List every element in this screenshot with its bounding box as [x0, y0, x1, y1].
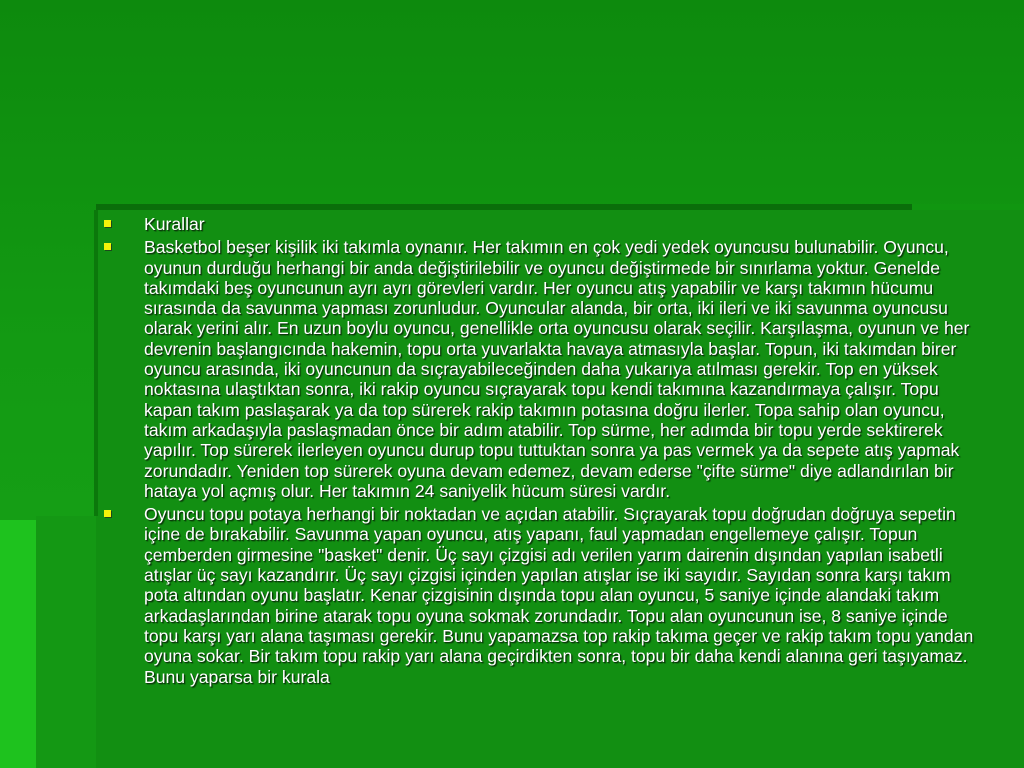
bullet-list [104, 214, 984, 687]
decorative-left-band [0, 520, 36, 768]
decorative-panel-edge [94, 210, 98, 516]
slide-content [104, 214, 984, 690]
bullet-text: Basketbol beşer kişilik iki takımla oynanır. Her takımın en çok yedi yedek oyuncusu bulunabilir. Oyuncu, oyunun durduğu herhangi bir anda değiştirilebilir ve oyuncu değiştirmede bir sınırlama yoktur. Genelde takımdaki beş oyuncunun ayrı ayrı görevleri vardır. Her oyuncu atış yapabilir ve karşı takımın hücumu sırasında da savunma yapması zorunludur. Oyuncular alanda, bir orta, iki ileri ve iki savunma oyuncusu olarak yerini alır. En uzun boylu oyuncu, genellikle orta oyuncusu olarak seçilir. Karşılaşma, oyunun ve her devrenin başlangıcında hakemin, topu orta yuvarlakta havaya atmasıyla başlar. Topun, iki takımdan birer oyuncu arasında, iki oyuncunun da sıçrayabileceğinden daha yukarıya atılması gerekir. Top en yüksek noktasına ulaştıktan sonra, iki rakip oyuncu sıçrayarak topu kendi takımına kazandırmaya çalışır. Topu kapan takım paslaşarak ya da top sürerek rakip takımın potasına doğru ilerler. Topa sahip olan oyuncu, takım arkadaşıyla paslaşmadan önce bir adım atabilir. Top sürme, her adımda bir topu yerde sektirerek yapılır. Top sürerek ilerleyen oyuncu durup topu tuttuktan sonra ya pas vermek ya da sepete atış yapmak zorundadır. Yeniden top sürerek oyuna devam edemez, devam ederse "çifte sürme" diye adlandırılan bir hataya yol açmış olur. Her takımın 24 saniyelik hücum süresi vardır. [144, 237, 970, 501]
bullet-item-rules-shooting [104, 504, 984, 687]
square-bullet-icon [104, 510, 111, 517]
decorative-top-band [96, 204, 912, 210]
bullet-text: Oyuncu topu potaya herhangi bir noktadan ve açıdan atabilir. Sıçrayarak topu doğrudan doğruya sepetin içine de bırakabilir. Savunma yapan oyuncu, atış yapanı, faul yapmadan engellemeye çalışır. Topun çemberden girmesine "basket" denir. Üç sayı çizgisi adı verilen yarım dairenin dışından yapılan isabetli atışlar üç sayı kazandırır. Üç sayı çizgisi içinden yapılan atışlar ise iki sayıdır. Sayıdan sonra karşı takım pota altından oyunu başlatır. Kenar çizgisinin dışında topu alan oyuncu, 5 saniye içinde alandaki takım arkadaşlarından birine atarak topu oyuna sokmak zorundadır. Topu alan oyuncunun ise, 8 saniye içinde topu karşı yarı alana taşıması gerekir. Bunu yapamazsa top rakip takıma geçer ve rakip takım topu yandan oyuna sokar. Bir takım topu rakip yarı alana geçirdikten sonra, topu bir daha kendi alanına geri taşıyamaz. Bunu yaparsa bir kurala [144, 504, 974, 687]
square-bullet-icon [104, 220, 111, 227]
bullet-item-heading [104, 214, 984, 234]
bullet-item-rules-general [104, 237, 984, 501]
square-bullet-icon [104, 243, 111, 250]
bullet-text: Kurallar [144, 214, 205, 234]
